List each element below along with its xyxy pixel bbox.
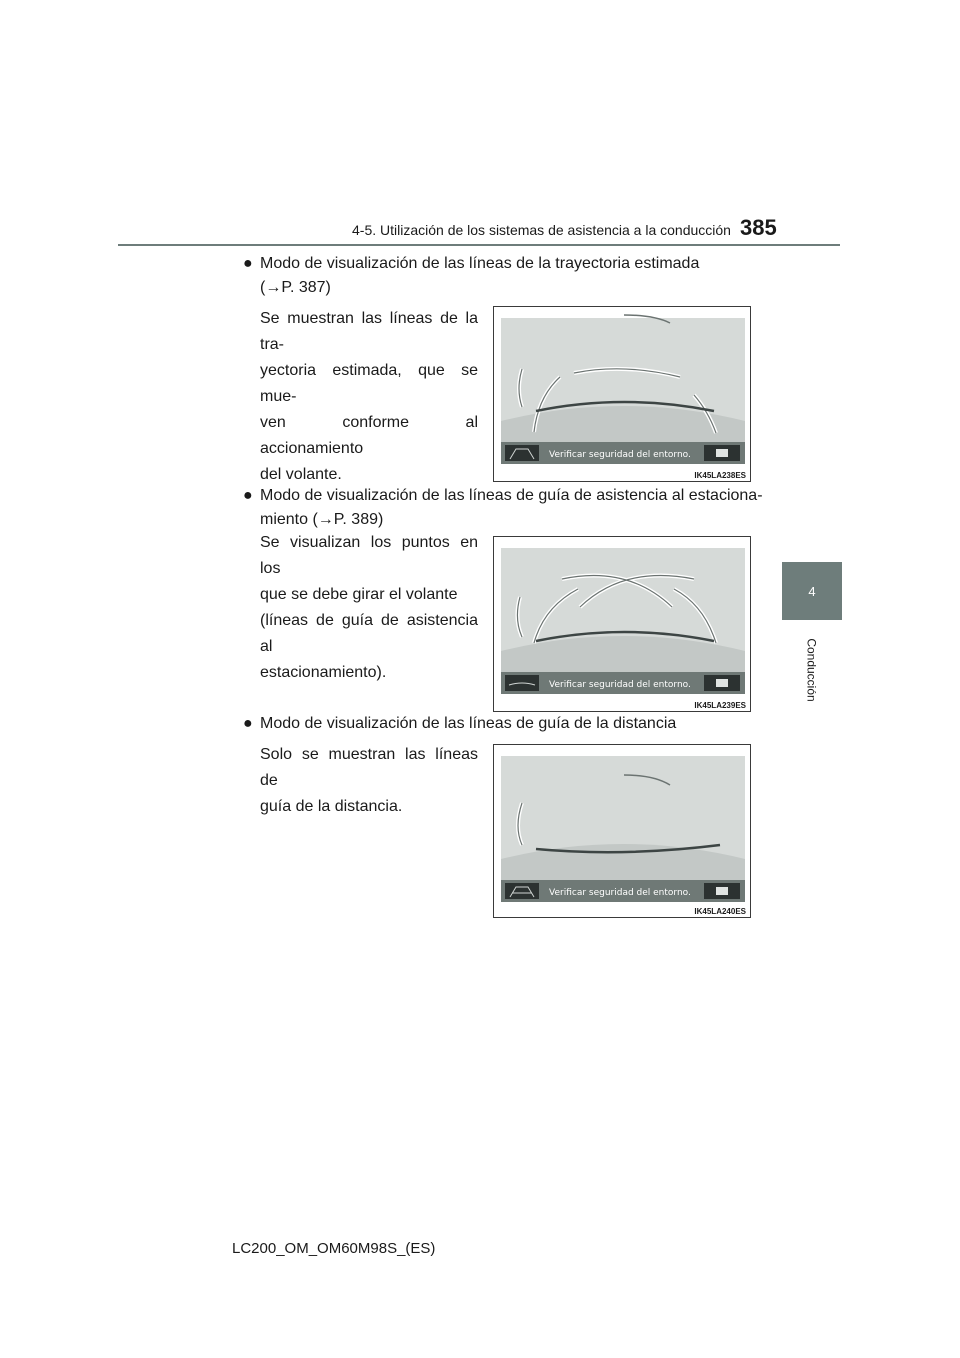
figure-code: IK45LA240ES bbox=[694, 907, 746, 916]
document-code: LC200_OM_OM60M98S_(ES) bbox=[232, 1240, 436, 1257]
screen-message: Verificar seguridad del entorno. bbox=[549, 450, 691, 460]
chapter-tab bbox=[782, 562, 842, 620]
camera-screen-figure bbox=[493, 536, 751, 712]
heading-line: Modo de visualización de las líneas de la trayectoria estimada bbox=[260, 255, 700, 272]
description-line: que se debe girar el volante bbox=[260, 586, 458, 603]
description-line: Se visualizan los puntos en los bbox=[260, 534, 478, 577]
heading-line: (→P. 387) bbox=[260, 279, 331, 296]
screen-message: Verificar seguridad del entorno. bbox=[549, 680, 691, 690]
section-description bbox=[260, 742, 478, 820]
description-line: Se muestran las líneas de la tra- bbox=[260, 310, 478, 353]
chapter-number: 4 bbox=[808, 583, 816, 599]
description-line: guía de la distancia. bbox=[260, 798, 403, 815]
bullet-icon: ● bbox=[243, 715, 253, 732]
section-description bbox=[260, 306, 478, 488]
bullet-icon: ● bbox=[243, 487, 253, 504]
heading-line: Modo de visualización de las líneas de guía de asistencia al estaciona- bbox=[260, 487, 763, 504]
camera-screen-figure bbox=[493, 306, 751, 482]
screen-message: Verificar seguridad del entorno. bbox=[549, 888, 691, 898]
section-heading bbox=[243, 712, 676, 736]
section-title: 4-5. Utilización de los sistemas de asistencia a la conducción bbox=[352, 222, 731, 238]
heading-line: miento (→P. 389) bbox=[260, 511, 384, 528]
heading-line: Modo de visualización de las líneas de guía de la distancia bbox=[260, 715, 677, 732]
figure-code: IK45LA239ES bbox=[694, 701, 746, 710]
bullet-icon: ● bbox=[243, 255, 253, 272]
page-number: 385 bbox=[740, 215, 777, 240]
description-line: estacionamiento). bbox=[260, 664, 387, 681]
camera-screen bbox=[494, 537, 750, 711]
section-description bbox=[260, 530, 478, 686]
section-heading bbox=[243, 484, 763, 532]
camera-screen bbox=[494, 745, 750, 917]
description-line: Solo se muestran las líneas de bbox=[260, 746, 478, 789]
description-line: (líneas de guía de asistencia al bbox=[260, 612, 478, 655]
chapter-name: Conducción bbox=[805, 638, 819, 702]
chapter-label bbox=[772, 630, 852, 710]
figure-code: IK45LA238ES bbox=[694, 471, 746, 480]
header-divider bbox=[118, 244, 840, 246]
description-line: yectoria estimada, que se mue- bbox=[260, 362, 478, 405]
camera-screen bbox=[494, 307, 750, 481]
description-line: ven conforme al accionamiento bbox=[260, 414, 478, 457]
section-heading bbox=[243, 252, 699, 300]
description-line: del volante. bbox=[260, 466, 342, 483]
camera-screen-figure bbox=[493, 744, 751, 918]
